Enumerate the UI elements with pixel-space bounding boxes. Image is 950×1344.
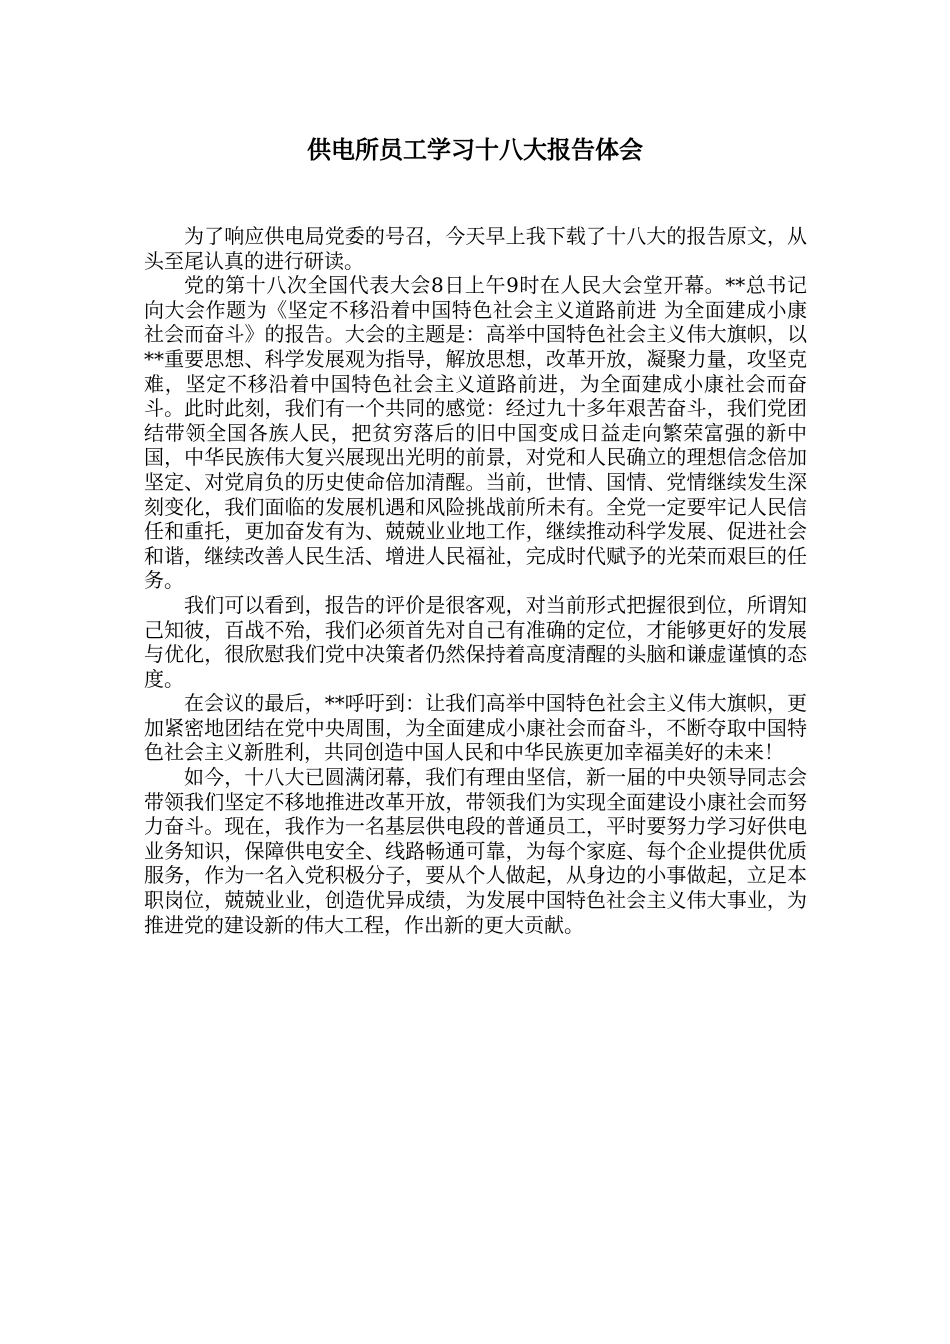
document-body — [144, 224, 807, 937]
paragraph: 我们可以看到，报告的评价是很客观，对当前形式把握很到位，所谓知己知彼，百战不殆，我们必须首先对自己有准确的定位，才能够更好的发展与优化，很欣慰我们党中决策者仍然保持着高度清醒的头脑和谦虚谨慎的态度。 — [144, 592, 807, 691]
paragraph: 党的第十八次全国代表大会8日上午9时在人民大会堂开幕。**总书记向大会作题为《坚定不移沿着中国特色社会主义道路前进 为全面建成小康社会而奋斗》的报告。大会的主题是：高举中国特色社会主义伟大旗帜，以**重要思想、科学发展观为指导，解放思想，改革开放，凝聚力量，攻坚克难，坚定不移沿着中国特色社会主义道路前进，为全面建成小康社会而奋斗。此时此刻，我们有一个共同的感觉：经过九十多年艰苦奋斗，我们党团结带领全国各族人民，把贫穷落后的旧中国变成日益走向繁荣富强的新中国，中华民族伟大复兴展现出光明的前景，对党和人民确立的理想信念倍加坚定、对党肩负的历史使命倍加清醒。当前，世情、国情、党情继续发生深刻变化，我们面临的发展机遇和风险挑战前所未有。全党一定要牢记人民信任和重托，更加奋发有为、兢兢业业地工作，继续推动科学发展、促进社会和谐，继续改善人民生活、增进人民福祉，完成时代赋予的光荣而艰巨的任务。 — [144, 273, 807, 593]
document-title: 供电所员工学习十八大报告体会 — [307, 135, 643, 164]
paragraph: 如今，十八大已圆满闭幕，我们有理由坚信，新一届的中央领导同志会带领我们坚定不移地推进改革开放，带领我们为实现全面建设小康社会而努力奋斗。现在，我作为一名基层供电段的普通员工，平时要努力学习好供电业务知识，保障供电安全、线路畅通可靠，为每个家庭、每个企业提供优质服务，作为一名入党积极分子，要从个人做起，从身边的小事做起，立足本职岗位，兢兢业业，创造优异成绩，为发展中国特色社会主义伟大事业，为推进党的建设新的伟大工程，作出新的更大贡献。 — [144, 765, 807, 937]
paragraph: 在会议的最后，**呼吁到：让我们高举中国特色社会主义伟大旗帜，更加紧密地团结在党中央周围，为全面建成小康社会而奋斗，不断夺取中国特色社会主义新胜利，共同创造中国人民和中华民族更加幸福美好的未来！ — [144, 691, 807, 765]
paragraph: 为了响应供电局党委的号召，今天早上我下载了十八大的报告原文，从头至尾认真的进行研读。 — [144, 224, 807, 273]
